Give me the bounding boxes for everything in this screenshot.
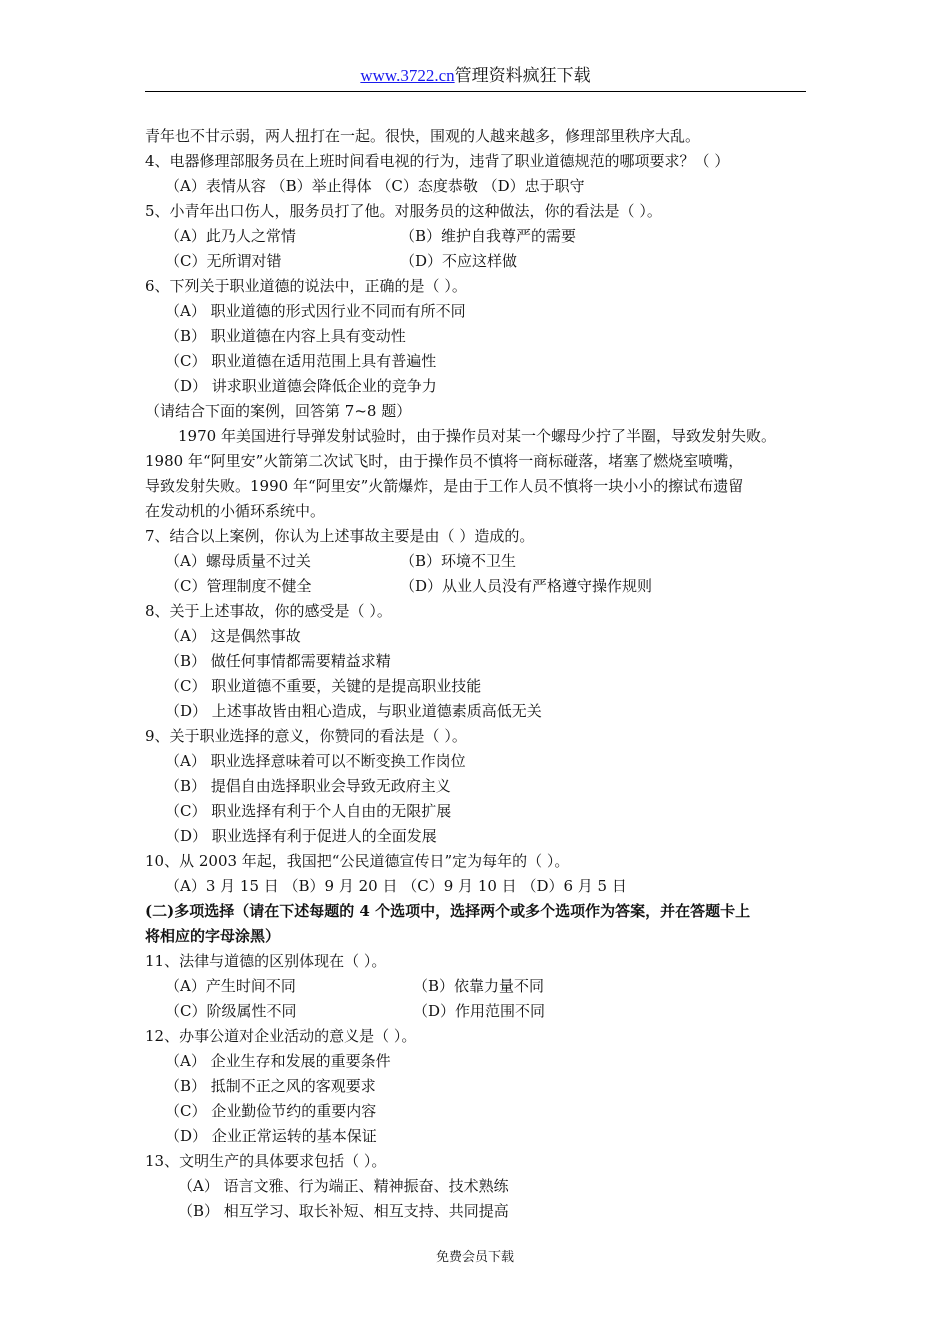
text-line: 青年也不甘示弱，两人扭打在一起。很快，围观的人越来越多，修理部里秩序大乱。 (145, 127, 701, 145)
page-header (145, 64, 806, 88)
option-a: （A） 职业选择意味着可以不断变换工作岗位 (165, 752, 466, 770)
header-link[interactable]: www.3722.cn (360, 66, 455, 85)
question-13: 13、文明生产的具体要求包括（ ）。 (145, 1152, 387, 1170)
question-6: 6、下列关于职业道德的说法中，正确的是（ ）。 (145, 277, 467, 295)
question-10: 10、从 2003 年起，我国把“公民道德宣传日”定为每年的（ ）。 (145, 852, 570, 870)
question-11-options-row (145, 999, 815, 1024)
option-d: （D） 职业选择有利于促进人的全面发展 (165, 827, 437, 845)
option-d: （D） 上述事故皆由粗心造成，与职业道德素质高低无关 (165, 702, 542, 720)
question-4-options: （A）表情从容 （B）举止得体 （C）态度恭敬 （D）忠于职守 (165, 177, 585, 195)
option-c: （C） 职业道德在适用范围上具有普遍性 (165, 352, 437, 370)
question-5: 5、小青年出口伤人，服务员打了他。对服务员的这种做法，你的看法是（ ）。 (145, 202, 662, 220)
option-c: （C）管理制度不健全 (165, 577, 312, 595)
page-footer: 免费会员下载 (435, 1250, 514, 1265)
option-a: （A） 这是偶然事故 (165, 627, 301, 645)
case-text-line: 在发动机的小循环系统中。 (145, 502, 326, 520)
option-b: （B）依靠力量不同 (413, 977, 545, 995)
option-b: （B） 做任何事情都需要精益求精 (165, 652, 391, 670)
option-a: （A）产生时间不同 (165, 977, 296, 995)
question-7: 7、结合以上案例，你认为上述事故主要是由（ ）造成的。 (145, 527, 535, 545)
header-title: 管理资料疯狂下载 (454, 66, 591, 86)
option-b: （B） 抵制不正之风的客观要求 (165, 1077, 376, 1095)
question-5-options-row (145, 249, 815, 274)
question-7-options-row (145, 574, 815, 599)
case-note: （请结合下面的案例，回答第 7~8 题） (145, 402, 412, 420)
question-12: 12、办事公道对企业活动的意义是（ ）。 (145, 1027, 417, 1045)
case-text-line: 1980 年“阿里安”火箭第二次试飞时，由于操作员不慎将一商标碰落，堵塞了燃烧室喷嘴， (145, 452, 744, 470)
question-11: 11、法律与道德的区别体现在（ ）。 (145, 952, 387, 970)
option-c: （C） 职业选择有利于个人自由的无限扩展 (165, 802, 452, 820)
case-text-line: 1970 年美国进行导弹发射试验时，由于操作员对某一个螺母少拧了半圈，导致发射失败。 (178, 427, 776, 445)
question-7-options-row (145, 549, 815, 574)
option-a: （A）此乃人之常情 (165, 227, 296, 245)
document-body (145, 124, 815, 1224)
section-heading: (二)多项选择（请在下述每题的 4 个选项中，选择两个或多个选项作为答案，并在答题卡上 (145, 902, 751, 920)
question-11-options-row (145, 974, 815, 999)
option-a: （A） 职业道德的形式因行业不同而有所不同 (165, 302, 466, 320)
option-d: （D）作用范围不同 (413, 1002, 546, 1020)
option-d: （D）不应这样做 (400, 252, 518, 270)
question-9: 9、关于职业选择的意义，你赞同的看法是（ ）。 (145, 727, 467, 745)
option-c: （C） 企业勤俭节约的重要内容 (165, 1102, 377, 1120)
option-c: （C） 职业道德不重要，关键的是提高职业技能 (165, 677, 482, 695)
option-d: （D）从业人员没有严格遵守操作规则 (400, 577, 653, 595)
option-b: （B）维护自我尊严的需要 (400, 227, 577, 245)
option-b: （B）环境不卫生 (400, 552, 517, 570)
question-8: 8、关于上述事故，你的感受是（ ）。 (145, 602, 392, 620)
question-4: 4、电器修理部服务员在上班时间看电视的行为，违背了职业道德规范的哪项要求？（ ） (145, 152, 730, 170)
section-heading-cont: 将相应的字母涂黑） (145, 927, 281, 945)
option-c: （C）阶级属性不同 (165, 1002, 297, 1020)
option-a: （A） 语言文雅、行为端正、精神振奋、技术熟练 (178, 1177, 509, 1195)
header-rule (145, 91, 806, 92)
question-5-options-row (145, 224, 815, 249)
option-d: （D） 企业正常运转的基本保证 (165, 1127, 377, 1145)
option-b: （B） 提倡自由选择职业会导致无政府主义 (165, 777, 451, 795)
option-b: （B） 相互学习、取长补短、相互支持、共同提高 (178, 1202, 509, 1220)
option-a: （A）螺母质量不过关 (165, 552, 311, 570)
option-b: （B） 职业道德在内容上具有变动性 (165, 327, 406, 345)
question-10-options: （A）3 月 15 日 （B）9 月 20 日 （C）9 月 10 日 （D）6 月 5 日 (165, 877, 627, 895)
option-d: （D） 讲求职业道德会降低企业的竞争力 (165, 377, 437, 395)
option-c: （C）无所谓对错 (165, 252, 282, 270)
option-a: （A） 企业生存和发展的重要条件 (165, 1052, 391, 1070)
case-text-line: 导致发射失败。1990 年“阿里安”火箭爆炸，是由于工作人员不慎将一块小小的擦试布遗留 (145, 477, 744, 495)
